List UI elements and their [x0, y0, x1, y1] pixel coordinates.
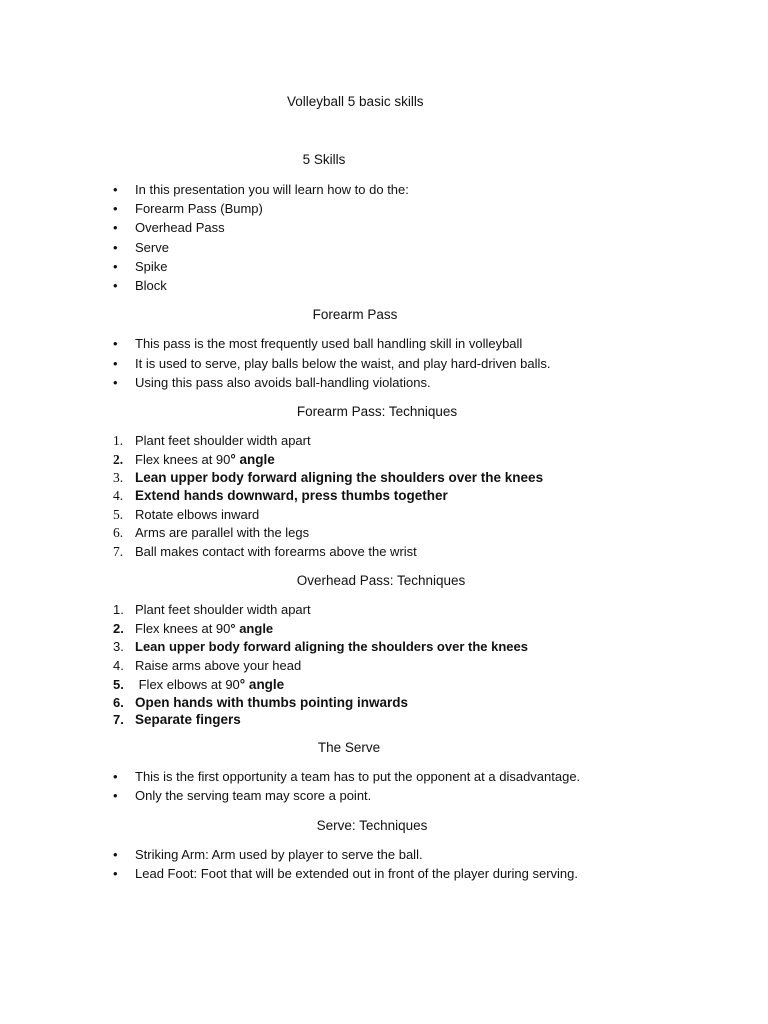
section-heading-skills: 5 Skills — [302, 152, 346, 167]
list-number: 6. — [113, 525, 124, 540]
list-number: 1. — [113, 433, 124, 448]
numbered-item — [135, 452, 275, 468]
list-number: 4. — [113, 488, 124, 503]
list-item: Spike — [135, 259, 168, 274]
numbered-item: Lean upper body forward aligning the shoulders over the knees — [135, 639, 528, 654]
section-heading-serve-techniques: Serve: Techniques — [316, 818, 428, 833]
numbered-item — [135, 621, 273, 637]
list-number: 3. — [113, 470, 124, 485]
numbered-item: Ball makes contact with forearms above the wrist — [135, 544, 417, 559]
numbered-item: Raise arms above your head — [135, 658, 302, 673]
list-number: 7. — [113, 712, 124, 727]
list-number: 6. — [113, 695, 124, 710]
list-item: Striking Arm: Arm used by player to serve the ball. — [135, 847, 423, 862]
bullet-marker: • — [113, 769, 118, 784]
list-item: Only the serving team may score a point. — [135, 788, 372, 803]
list-item: This is the first opportunity a team has to put the opponent at a disadvantage. — [135, 769, 581, 784]
list-item: Block — [135, 278, 167, 293]
bullet-marker: • — [113, 278, 118, 293]
list-number: 4. — [113, 658, 124, 673]
bullet-marker: • — [113, 847, 118, 862]
item-text: Flex knees at 90 — [135, 621, 231, 636]
bullet-marker: • — [113, 336, 118, 351]
list-item: It is used to serve, play balls below the waist, and play hard-driven balls. — [135, 356, 551, 371]
bullet-marker: • — [113, 866, 118, 881]
bullet-marker: • — [113, 201, 118, 216]
list-number: 5. — [113, 507, 124, 522]
bullet-marker: • — [113, 788, 118, 803]
list-number: 2. — [113, 452, 124, 467]
list-item: This pass is the most frequently used ball handling skill in volleyball — [135, 336, 523, 351]
item-text: Flex knees at 90 — [135, 452, 231, 467]
numbered-item: Plant feet shoulder width apart — [135, 602, 311, 617]
bullet-marker: • — [113, 259, 118, 274]
numbered-item: Open hands with thumbs pointing inwards — [135, 695, 408, 710]
numbered-item: Extend hands downward, press thumbs together — [135, 488, 448, 503]
numbered-item — [135, 677, 284, 693]
list-number: 2. — [113, 621, 124, 636]
list-item: Overhead Pass — [135, 220, 225, 235]
section-heading-forearm-techniques: Forearm Pass: Techniques — [296, 404, 458, 419]
numbered-item: Rotate elbows inward — [135, 507, 260, 522]
list-number: 1. — [113, 602, 124, 617]
list-item: Using this pass also avoids ball-handling violations. — [135, 375, 431, 390]
list-item: Lead Foot: Foot that will be extended out in front of the player during serving. — [135, 866, 578, 881]
item-suffix: ° angle — [230, 452, 275, 467]
numbered-item: Arms are parallel with the legs — [135, 525, 310, 540]
item-suffix: ° angle — [230, 621, 274, 636]
numbered-item: Separate fingers — [135, 712, 241, 727]
section-heading-forearm-pass: Forearm Pass — [312, 307, 398, 322]
section-heading-overhead-techniques: Overhead Pass: Techniques — [296, 573, 466, 588]
document-title: Volleyball 5 basic skills — [287, 94, 424, 109]
list-number: 7. — [113, 544, 124, 559]
item-suffix: ° angle — [239, 677, 285, 692]
list-item: Serve — [135, 240, 169, 255]
section-heading-serve: The Serve — [317, 740, 381, 755]
list-item: In this presentation you will learn how to do the: — [135, 182, 409, 197]
bullet-marker: • — [113, 356, 118, 371]
bullet-marker: • — [113, 375, 118, 390]
item-text: Flex elbows at 90 — [135, 677, 240, 692]
numbered-item: Lean upper body forward aligning the shoulders over the knees — [135, 470, 544, 485]
bullet-marker: • — [113, 182, 118, 197]
list-number: 5. — [113, 677, 124, 692]
bullet-marker: • — [113, 220, 118, 235]
list-item: Forearm Pass (Bump) — [135, 201, 263, 216]
numbered-item: Plant feet shoulder width apart — [135, 433, 311, 448]
bullet-marker: • — [113, 240, 118, 255]
list-number: 3. — [113, 639, 124, 654]
